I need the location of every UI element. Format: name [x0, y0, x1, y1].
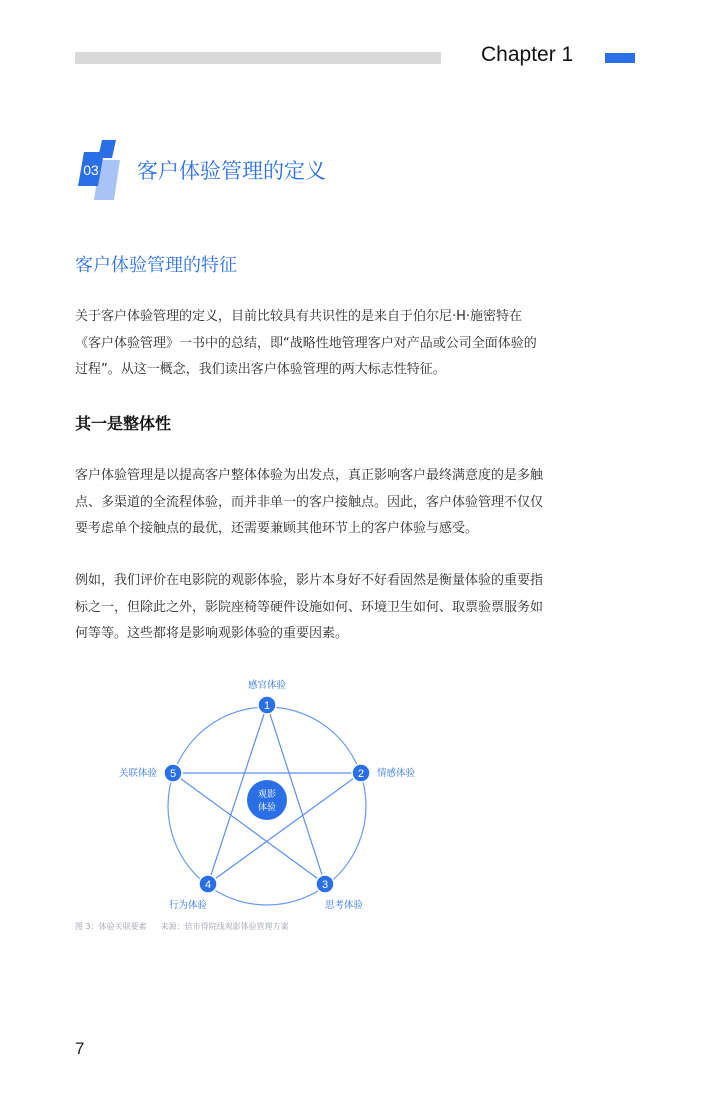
node-1 — [248, 679, 287, 714]
node-1-number: 1 — [263, 700, 271, 712]
paragraph-1: 关于客户体验管理的定义，目前比较具有共识性的是来自于伯尔尼·H·施密特在《客户体验管理》一书中的总结，即“战略性地管理客户对产品或公司全面体验的过程”。从这一概念，我们读出客户体验管理的两大标志性特征。 — [75, 309, 537, 377]
chapter-title: Chapter 1 — [481, 43, 574, 66]
chapter-accent-bar — [605, 53, 635, 63]
node-2-number: 2 — [357, 768, 365, 780]
figure-caption-title: 图 3：体验关联要素 — [75, 922, 147, 931]
center-node — [247, 780, 287, 820]
figure-caption — [75, 921, 289, 932]
center-label-line1: 观影 — [257, 790, 277, 800]
node-4-label: 行为体验 — [168, 900, 208, 911]
node-4 — [169, 875, 217, 911]
header-bar — [75, 52, 441, 64]
node-2-label: 情感体验 — [377, 768, 416, 779]
section-title: 客户体验管理的定义 — [137, 159, 326, 183]
figure-caption-source: 来源：倍市得院线观影体验管理方案 — [160, 922, 289, 931]
paragraph-2: 客户体验管理是以提高客户整体体验为出发点，真正影响客户最终满意度的是多触点、多渠道的全流程体验，而并非单一的客户接触点。因此，客户体验管理不仅仅要考虑单个接触点的最优，还需要兼顾其他环节上的客户体验与感受。 — [75, 468, 544, 536]
node-3 — [316, 875, 363, 911]
node-3-number: 3 — [321, 879, 329, 891]
section-number: 03 — [83, 162, 99, 178]
node-1-label: 感官体验 — [247, 680, 287, 691]
node-2 — [352, 764, 416, 782]
center-label-line2: 体验 — [257, 803, 277, 813]
paragraph-3: 例如，我们评价在电影院的观影体验，影片本身好不好看固然是衡量体验的重要指标之一，但除此之外，影院座椅等硬件设施如何、环境卫生如何、取票验票服务如何等等。这些都将是影响观影体验的重要因素。 — [75, 573, 544, 641]
node-5 — [119, 764, 182, 782]
node-5-label: 关联体验 — [118, 768, 157, 779]
node-4-number: 4 — [204, 879, 212, 891]
node-5-number: 5 — [169, 768, 177, 780]
page-number: 7 — [75, 1039, 85, 1058]
experience-pentagram-diagram — [100, 670, 460, 920]
node-3-label: 思考体验 — [324, 900, 364, 911]
bold-heading: 其一是整体性 — [75, 414, 172, 433]
subheading: 客户体验管理的特征 — [75, 255, 237, 276]
badge-top-shape — [98, 140, 116, 158]
